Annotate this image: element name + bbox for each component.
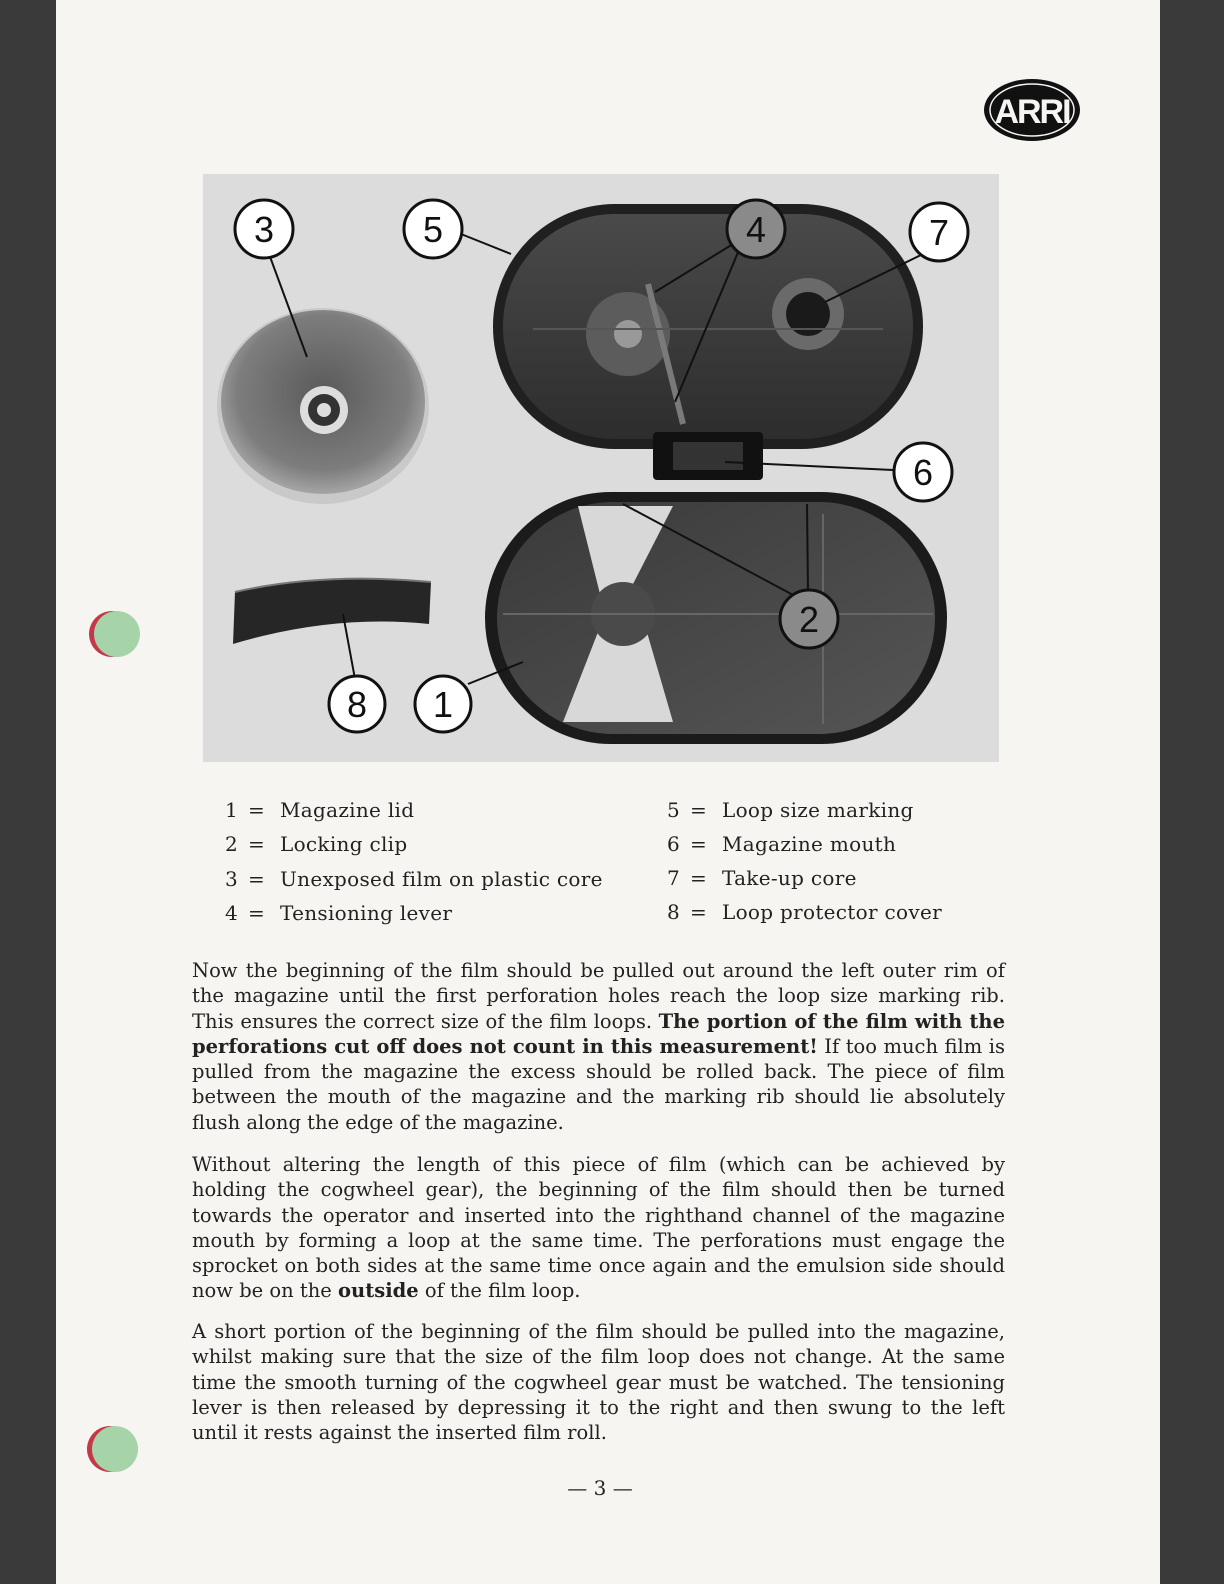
parts-legend (0, 795, 1224, 935)
punch-hole-lower (92, 1426, 138, 1472)
svg-text:8: 8 (346, 684, 368, 725)
legend-number: 4 (224, 901, 238, 925)
svg-text:6: 6 (912, 452, 934, 493)
legend-equals: = (690, 798, 708, 822)
paragraph-text: If too much film is pulled from the magazine the excess should be rolled back. The piece of film between the mouth of the magazine and the marking rib should lie absolutely flush along the edge of the magazine. (192, 1034, 1005, 1134)
callout-2 (780, 590, 838, 648)
paragraph-emphasis: The portion of the film with the perforations cut off does not count in this measurement! (192, 1009, 1005, 1058)
callout-6 (894, 443, 952, 501)
magazine-parts-photo (203, 174, 999, 762)
legend-number: 3 (224, 867, 238, 891)
legend-number: 6 (666, 832, 680, 856)
paragraph-tensioning-lever (192, 1319, 1005, 1445)
svg-text:7: 7 (928, 212, 950, 253)
callout-3 (235, 200, 293, 258)
page-number: — 3 — (567, 1476, 633, 1500)
svg-text:4: 4 (745, 209, 767, 250)
svg-text:2: 2 (798, 599, 820, 640)
legend-label: Magazine lid (280, 798, 415, 822)
legend-equals: = (248, 798, 266, 822)
paragraph-emphasis: outside (338, 1279, 419, 1303)
arri-logo (982, 77, 1082, 143)
film-reel (217, 308, 429, 504)
legend-equals: = (690, 900, 708, 924)
legend-number: 7 (666, 866, 680, 890)
legend-label: Locking clip (280, 832, 408, 856)
callout-8 (329, 676, 385, 732)
legend-equals: = (248, 832, 266, 856)
legend-equals: = (690, 832, 708, 856)
legend-equals: = (248, 867, 266, 891)
legend-equals: = (248, 901, 266, 925)
legend-label: Loop size marking (722, 798, 914, 822)
svg-text:5: 5 (422, 209, 444, 250)
punch-hole-upper (94, 611, 140, 657)
legend-number: 1 (224, 798, 238, 822)
callout-7 (910, 203, 968, 261)
paragraph-loop-forming (192, 1152, 1005, 1304)
paragraph-text: of the film loop. (424, 1279, 581, 1303)
svg-text:3: 3 (253, 209, 275, 250)
svg-text:1: 1 (432, 684, 454, 725)
magazine-lid (485, 492, 947, 744)
callout-5 (404, 200, 462, 258)
paragraph-text: Without altering the length of this piece of film (which can be achieved by holding the cogwheel gear), the beginning of the film should then be turned towards the operator and inserted into the righthand channel of the magazine mouth by forming a loop at the same time. The perforations must engage the sprocket on both sides at the same time once again and the emulsion side should now be on the (192, 1153, 1005, 1303)
legend-label: Tensioning lever (280, 901, 453, 925)
paragraph-text: Now the beginning of the film should be pulled out around the left outer rim of the magazine until the first perforation holes reach the loop size marking rib. This ensures the correct size of the film loops. (192, 959, 1005, 1033)
svg-text:ARRI: ARRI (994, 93, 1070, 131)
legend-number: 5 (666, 798, 680, 822)
legend-label: Take-up core (722, 866, 857, 890)
legend-label: Magazine mouth (722, 832, 897, 856)
callout-1 (415, 676, 471, 732)
legend-label: Unexposed film on plastic core (280, 867, 603, 891)
legend-number: 2 (224, 832, 238, 856)
paragraph-film-pull-out (192, 958, 1005, 1135)
callout-4 (727, 200, 785, 258)
legend-label: Loop protector cover (722, 900, 942, 924)
legend-number: 8 (666, 900, 680, 924)
paragraph-text: A short portion of the beginning of the film should be pulled into the magazine, whilst making sure that the size of the film loop does not change. At the same time the smooth turning of the cogwheel gear must be watched. The tensioning lever is then released by depressing it to the right and then swung to the left until it rests against the inserted film roll. (192, 1320, 1005, 1445)
legend-equals: = (690, 866, 708, 890)
